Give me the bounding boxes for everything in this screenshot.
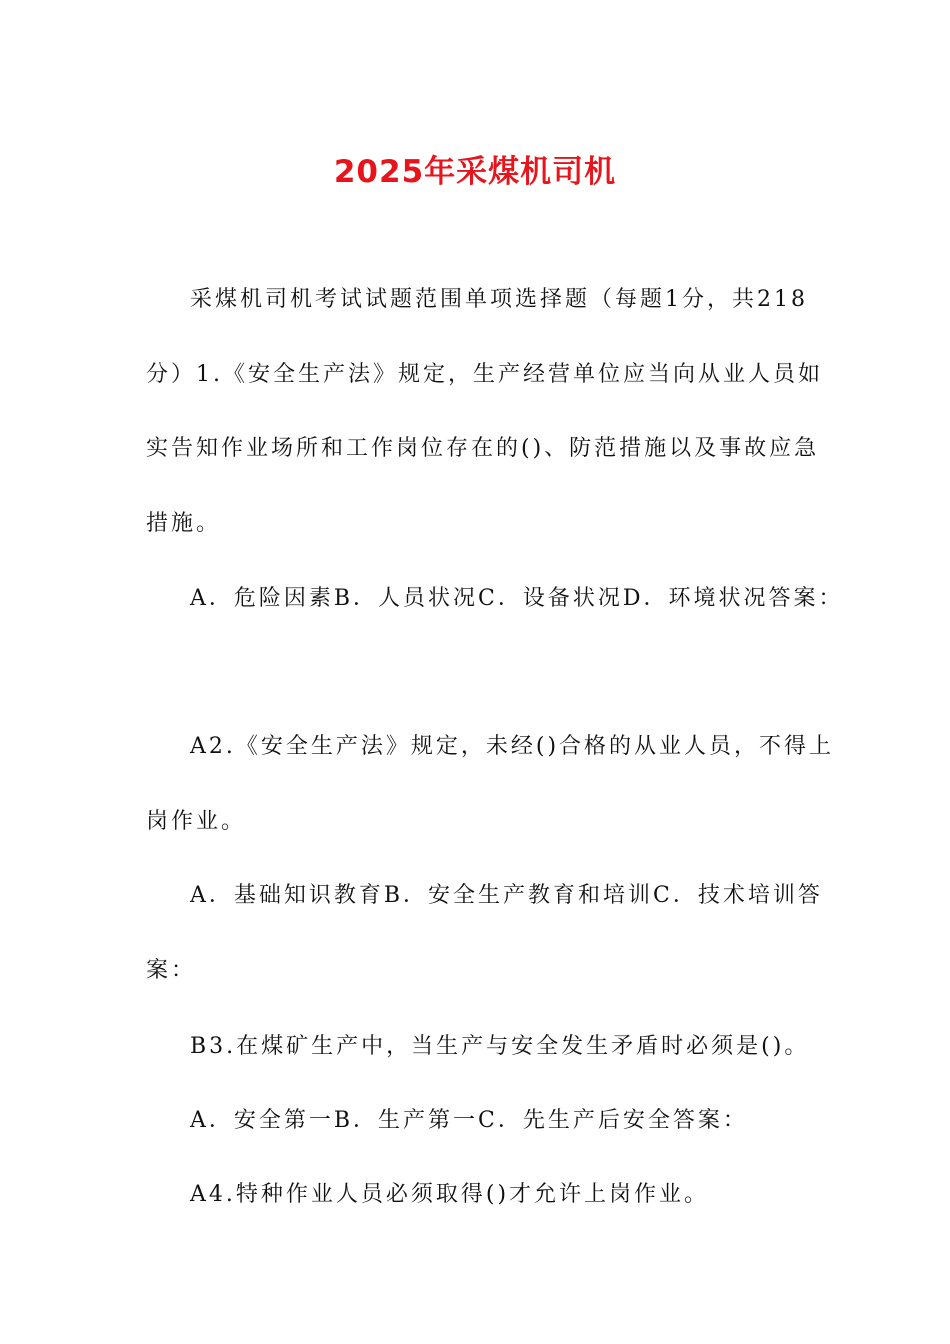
text-line: 分）1.《安全生产法》规定，生产经营单位应当向从业人员如 xyxy=(146,362,823,387)
text-line: A．安全第一B．生产第一C．先生产后安全答案： xyxy=(190,1108,748,1133)
text-line: A4.特种作业人员必须取得()才允许上岗作业。 xyxy=(190,1182,710,1207)
text-line: 岗作业。 xyxy=(146,809,247,834)
document-title: 2025年采煤机司机 xyxy=(333,154,617,190)
text-line: 采煤机司机考试试题范围单项选择题（每题1分，共218 xyxy=(190,287,808,312)
text-line: A．危险因素B．人员状况C．设备状况D．环境状况答案： xyxy=(190,586,844,611)
text-line: 措施。 xyxy=(146,511,222,536)
text-line: A．基础知识教育B．安全生产教育和培训C．技术培训答 xyxy=(190,883,823,908)
text-line: 实告知作业场所和工作岗位存在的()、防范措施以及事故应急 xyxy=(146,436,820,461)
text-line: 案： xyxy=(146,958,197,983)
text-line: A2.《安全生产法》规定，未经()合格的从业人员，不得上 xyxy=(190,734,835,759)
text-line: B3.在煤矿生产中，当生产与安全发生矛盾时必须是()。 xyxy=(190,1034,810,1059)
